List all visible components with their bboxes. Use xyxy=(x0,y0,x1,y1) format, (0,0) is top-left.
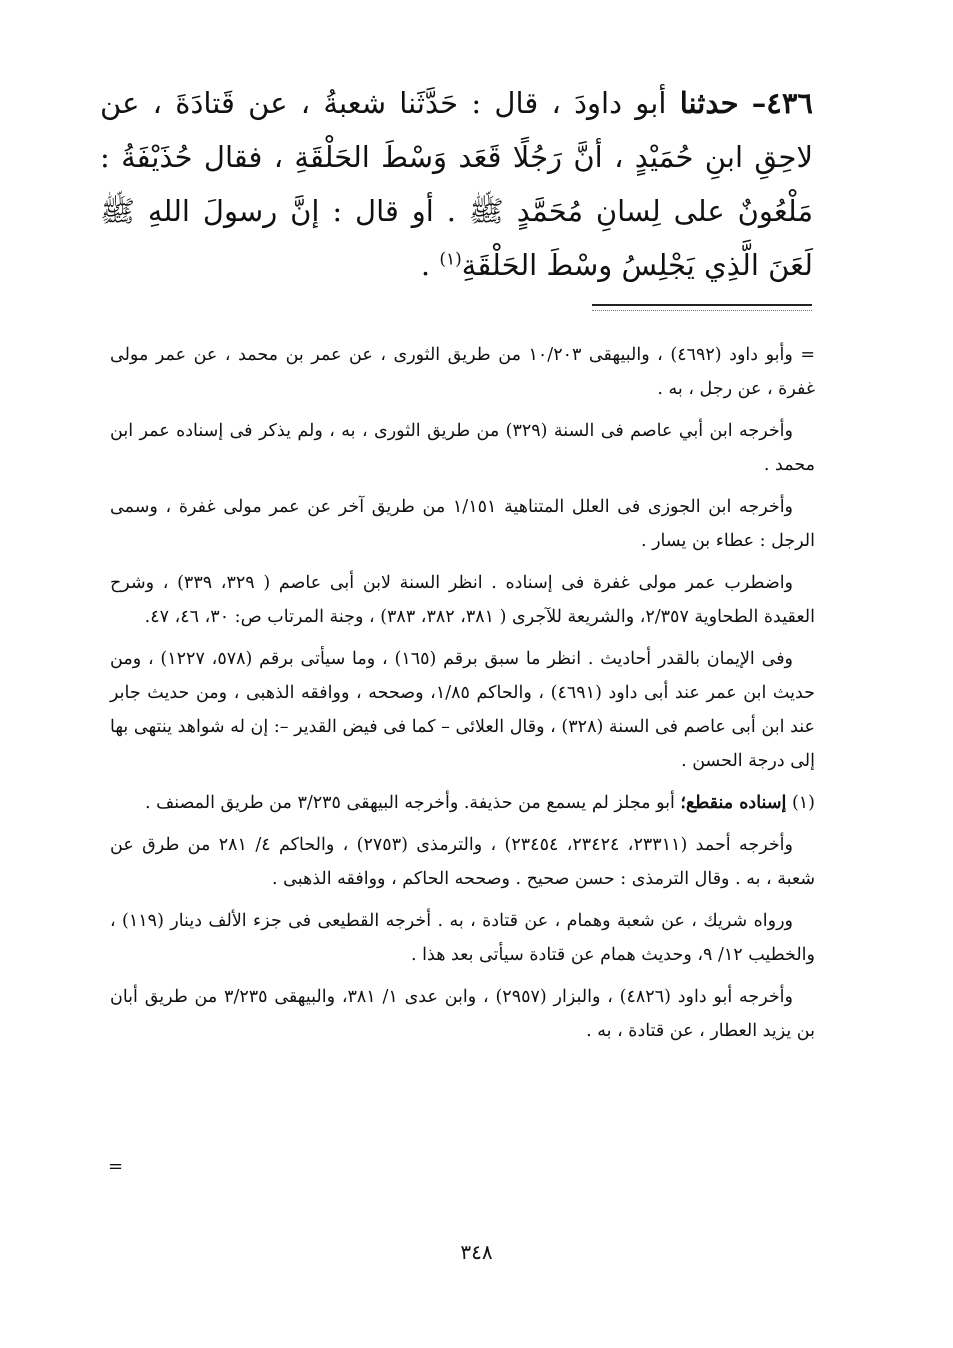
continuation-mark: = xyxy=(108,1156,124,1177)
footnote-divider xyxy=(592,304,812,306)
hadith-main-text xyxy=(100,76,813,292)
footnote-1 xyxy=(110,786,815,820)
hadith-end-punctuation: . xyxy=(420,248,440,282)
hadith-lead-word: حدثنا xyxy=(679,86,739,120)
footnote-paragraph: وأخرجه أحمد (٢٣٣١١، ٢٣٤٢٤، ٢٣٤٥٤) ، والترمذى (٢٧٥٣) ، والحاكم ٤/ ٢٨١ من طرق عن شعبة ، به . وقال الترمذى : حسن صحيح . وصححه الحاكم ، ووافقه الذهبى . xyxy=(110,835,815,889)
footnote-divider-dotted xyxy=(592,310,812,311)
footnote-paragraph: ورواه شريك ، عن شعبة وهمام ، عن قتادة ، به . أخرجه القطيعى فى جزء الألف دينار (١١٩) ، والخطيب ١٢/ ٩، وحديث همام عن قتادة سيأتى بعد هذا . xyxy=(110,911,815,965)
page-number: ٣٤٨ xyxy=(460,1240,493,1264)
footnote-paragraph: وأخرجه ابن أبي عاصم فى السنة (٣٢٩) من طريق الثورى ، به ، ولم يذكر فى إسناده عمر ابن محمد . xyxy=(110,421,815,475)
footnote-paragraph: وفى الإيمان بالقدر أحاديث . انظر ما سبق برقم (١٦٥) ، وما سيأتى برقم (٥٧٨، ١٢٢٧) ، ومن حديث ابن عمر عند أبى داود (٤٦٩١) ، والحاكم ١/٨٥، وصححه ، ووافقه الذهبى ، ومن حديث جابر عند ابن أبى عاصم فى السنة (٣٢٨) ، وقال العلائى – كما فى فيض القدير –: إن له شواهد ينتهى بها إلى درجة الحسن . xyxy=(110,649,815,771)
footnote-paragraph: = وأبو داود (٤٦٩٢) ، والبيهقى ١٠/٢٠٣ من طريق الثورى ، عن عمر بن محمد ، عن عمر مولى غفرة ، عن رجل ، به . xyxy=(110,345,815,399)
footnote-paragraph: واضطرب عمر مولى غفرة فى إسناده . انظر السنة لابن أبى عاصم ( ٣٢٩، ٣٣٩) ، وشرح العقيدة الطحاوية ٢/٣٥٧، والشريعة للآجرى ( ٣٨١، ٣٨٢، ٣٨٣) ، وجنة المرتاب ص: ٣٠، ٤٦، ٤٧. xyxy=(110,573,815,627)
hadith-body: أبو داودَ ، قال : حَدَّثَنا شعبةُ ، عن قَتادَةَ ، عن لاحِقِ ابنِ حُمَيْدٍ ، أنَّ رَجُلًا قَعَد وَسْطَ الحَلْقَةِ ، فقال حُذَيْفَةُ : مَلْعُونٌ على لِسانِ مُحَمَّدٍ ﷺ . أو قال : إنَّ رسولَ اللهِ ﷺ لَعَنَ الَّذِي يَجْلِسُ وسْطَ الحَلْقَةِ xyxy=(100,86,813,282)
footnote-paragraph: وأخرجه أبو داود (٤٨٢٦) ، والبزار (٢٩٥٧) ، وابن عدى ١/ ٣٨١، والبيهقى ٣/٢٣٥ من طريق أبان بن يزيد العطار ، عن قتادة ، به . xyxy=(110,987,815,1041)
footnote-verdict: إسناده منقطع؛ xyxy=(680,793,787,813)
footnotes-section xyxy=(110,338,815,1056)
footnote-number: (١) xyxy=(791,793,815,813)
hadith-number: ٤٣٦– xyxy=(751,86,814,120)
footnote-paragraph: وأخرجه ابن الجوزى فى العلل المتناهية ١/١٥١ من طريق آخر عن عمر مولى غفرة ، وسمى الرجل : عطاء بن يسار . xyxy=(110,497,815,551)
footnote-text: أبو مجلز لم يسمع من حذيفة. وأخرجه البيهقى ٣/٢٣٥ من طريق المصنف . xyxy=(144,793,675,813)
footnote-reference-mark: (١) xyxy=(439,249,462,270)
